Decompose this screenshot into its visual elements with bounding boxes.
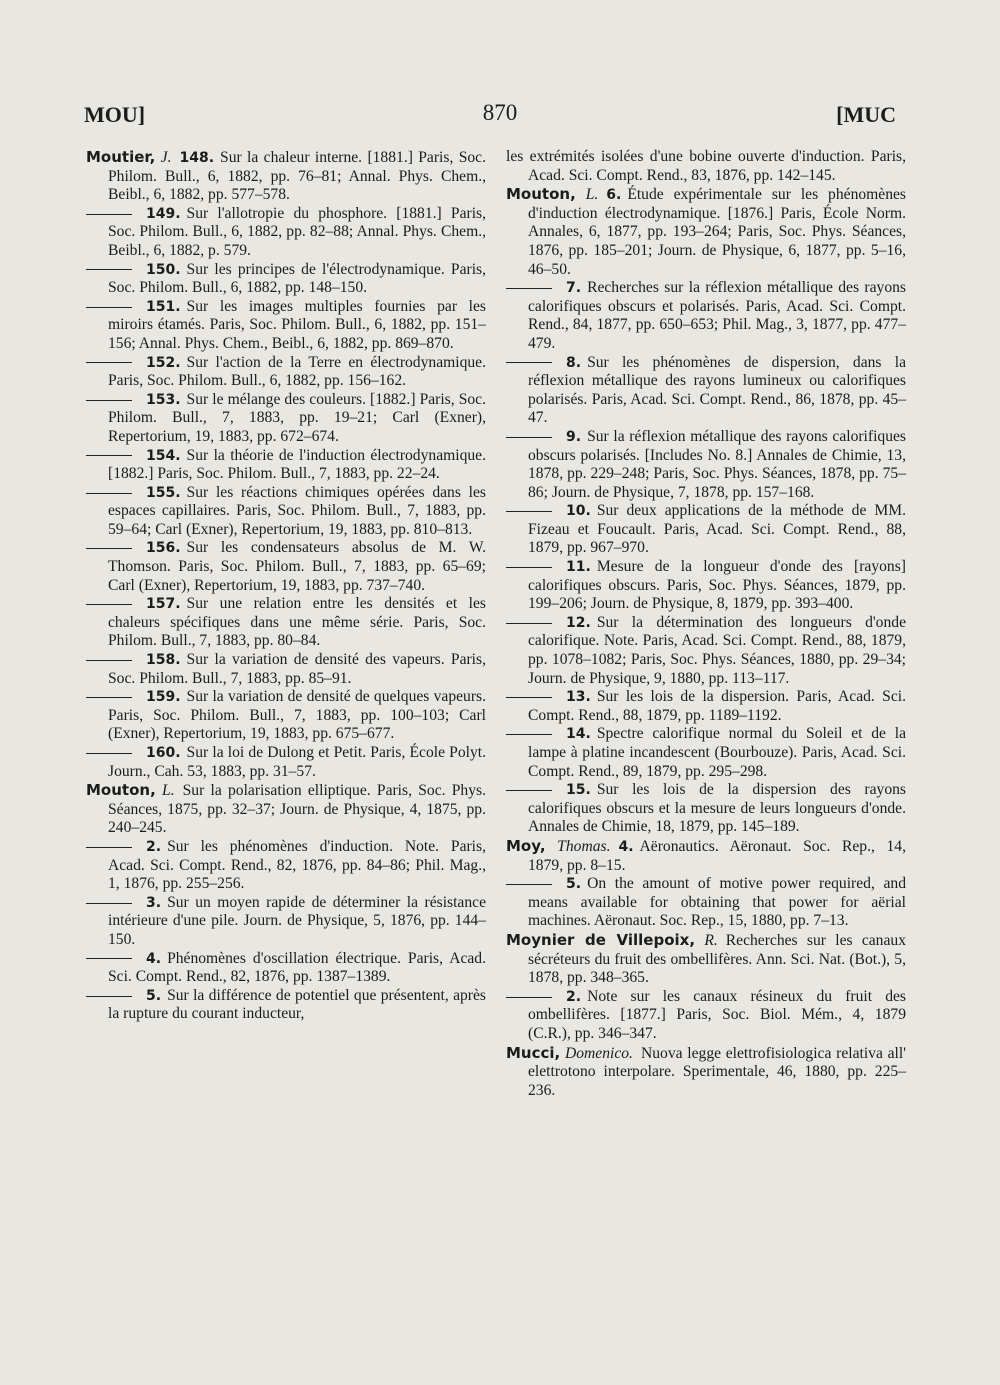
bibliography-entry bbox=[86, 148, 486, 205]
author-name: Moy, bbox=[506, 836, 546, 855]
author-heading bbox=[506, 932, 726, 949]
entry-text: Sur le mélange des couleurs. [1882.] Paris, Soc. Philom. Bull., 7, 1883, pp. 19–21; Carl (Exner), Repertorium, 19, 1883, pp. 672–674. bbox=[108, 390, 486, 445]
bibliography-entry bbox=[506, 1044, 906, 1101]
entry-number: 5. bbox=[146, 987, 162, 1004]
entry-text: Sur les lois de la dispersion des rayons calorifiques obscurs et la mesure de leurs longueurs d'onde. Annales de Chimie, 18, 1879, pp. 145–189. bbox=[528, 781, 906, 836]
bibliography-entry bbox=[86, 298, 486, 354]
author-initials: Thomas. bbox=[557, 837, 611, 855]
entry-number: 12. bbox=[566, 614, 591, 631]
author-heading bbox=[506, 1045, 641, 1062]
entry-text: Nuova legge elettrofisiologica relativa all' elettrotono interpolare. Sperimentale, 46, 1880, pp. 225–236. bbox=[528, 1044, 906, 1099]
entry-number: 154. bbox=[146, 447, 181, 464]
entry-text: Sur la loi de Dulong et Petit. Paris, École Polyt. Journ., Cah. 53, 1883, pp. 31–57. bbox=[108, 744, 486, 780]
bibliography-entry bbox=[86, 595, 486, 651]
running-head-right: [MUC bbox=[836, 102, 896, 127]
running-head-left: MOU] bbox=[84, 102, 146, 127]
entry-text: Sur les phénomènes d'induction. Note. Paris, Acad. Sci. Compt. Rend., 82, 1876, pp. 84–86; Phil. Mag., 1, 1876, pp. 255–256. bbox=[108, 837, 486, 893]
ditto-dash bbox=[86, 269, 132, 270]
bibliography-entry bbox=[506, 725, 906, 781]
ditto-dash bbox=[86, 660, 132, 661]
ditto-dash bbox=[86, 362, 132, 363]
entry-text: Sur les images multiples fournies par les miroirs étamés. Paris, Soc. Philom. Bull., 6, 1882, pp. 151–156; Annal. Phys. Chem., Beibl., 6, 1882, pp. 869–870. bbox=[108, 297, 486, 352]
ditto-dash bbox=[86, 697, 132, 698]
author-heading bbox=[506, 838, 618, 855]
author-heading bbox=[86, 782, 183, 799]
entry-text: Sur la théorie de l'induction électrodynamique. [1882.] Paris, Soc. Philom. Bull., 7, 1883, pp. 22–24. bbox=[108, 446, 486, 483]
author-name: Mucci, bbox=[506, 1043, 561, 1062]
right-column bbox=[506, 148, 906, 1100]
entry-number: 14. bbox=[566, 726, 591, 743]
bibliography-entry bbox=[506, 837, 906, 875]
ditto-dash bbox=[506, 697, 552, 698]
bibliography-entry bbox=[506, 428, 906, 502]
left-column bbox=[86, 148, 486, 1024]
entry-number: 2. bbox=[146, 838, 162, 855]
ditto-dash bbox=[506, 288, 552, 289]
bibliography-entry bbox=[86, 987, 486, 1024]
ditto-dash bbox=[86, 455, 132, 456]
bibliography-entry bbox=[506, 988, 906, 1044]
entry-text: Aëronautics. Aëronaut. Soc. Rep., 14, 1879, pp. 8–15. bbox=[528, 837, 906, 874]
bibliography-entry bbox=[506, 931, 906, 988]
entry-number: 4. bbox=[618, 838, 634, 855]
ditto-dash bbox=[506, 623, 552, 624]
author-name: Moutier, bbox=[86, 148, 156, 166]
entry-text: Note sur les canaux résineux du fruit des ombellifères. [1877.] Paris, Soc. Biol. Mém., 4, 1879 (C.R.), pp. 346–347. bbox=[528, 987, 906, 1042]
entry-text: Recherches sur la réflexion métallique des rayons calorifiques obscurs et polarisés. Paris, Acad. Sci. Compt. Rend., 84, 1877, pp. 650–653; Phil. Mag., 3, 1877, pp. 477–479. bbox=[528, 279, 906, 352]
bibliography-entry bbox=[86, 838, 486, 894]
bibliography-entry bbox=[86, 781, 486, 838]
entry-number: 156. bbox=[146, 540, 181, 557]
author-heading bbox=[86, 149, 179, 166]
entry-number: 9. bbox=[566, 428, 582, 445]
ditto-dash bbox=[506, 511, 552, 512]
author-initials: L. bbox=[162, 782, 175, 800]
entry-number: 5. bbox=[566, 876, 582, 893]
entry-text: Sur la polarisation elliptique. Paris, Soc. Phys. Séances, 1875, pp. 32–37; Journ. de Physique, 4, 1875, pp. 240–245. bbox=[108, 782, 486, 837]
ditto-dash bbox=[506, 362, 552, 363]
bibliography-entry bbox=[506, 875, 906, 931]
entry-text: Sur l'allotropie du phosphore. [1881.] Paris, Soc. Philom. Bull., 6, 1882, pp. 82–88; Annal. Phys. Chem., Beibl., 6, 1882, p. 579. bbox=[108, 204, 486, 259]
entry-text: Sur la différence de potentiel que présentent, après la rupture du courant inducteur, bbox=[108, 986, 486, 1023]
entry-text: Phénomènes d'oscillation électrique. Paris, Acad. Sci. Compt. Rend., 82, 1876, pp. 1387–1389. bbox=[108, 949, 486, 986]
entry-number: 6. bbox=[606, 187, 622, 204]
page-number: 870 bbox=[482, 100, 518, 125]
entry-number: 10. bbox=[566, 503, 591, 520]
ditto-dash bbox=[506, 997, 552, 998]
entry-number: 157. bbox=[146, 596, 181, 613]
entry-number: 13. bbox=[566, 689, 591, 706]
entry-text: On the amount of motive power required, and means available for obtaining that power for aërial machines. Aëronaut. Soc. Rep., 15, 1880, pp. 7–13. bbox=[528, 875, 906, 930]
ditto-dash bbox=[506, 567, 552, 568]
entry-text: Sur la variation de densité de quelques vapeurs. Paris, Soc. Philom. Bull., 7, 1883, pp. 100–103; Carl (Exner), Repertorium, 19, 1883, pp. 675–677. bbox=[108, 688, 486, 743]
bibliography-entry bbox=[506, 148, 906, 185]
author-name: Mouton, bbox=[86, 781, 156, 800]
author-initials: R. bbox=[704, 931, 718, 949]
bibliography-entry bbox=[86, 205, 486, 261]
ditto-dash bbox=[506, 437, 552, 438]
entry-text: Sur une relation entre les densités et les chaleurs spécifiques dans une même série. Paris, Soc. Philom. Bull., 7, 1883, pp. 80–84. bbox=[108, 595, 486, 650]
entry-number: 3. bbox=[146, 894, 162, 911]
bibliography-entry bbox=[86, 261, 486, 298]
author-name: Moynier de Villepoix, bbox=[506, 930, 696, 949]
entry-number: 2. bbox=[566, 988, 582, 1005]
entry-number: 155. bbox=[146, 484, 181, 501]
ditto-dash bbox=[86, 307, 132, 308]
bibliography-entry bbox=[86, 539, 486, 595]
ditto-dash bbox=[86, 996, 132, 997]
ditto-dash bbox=[86, 548, 132, 549]
bibliography-entry bbox=[506, 688, 906, 725]
entry-number: 152. bbox=[146, 354, 181, 371]
ditto-dash bbox=[86, 903, 132, 904]
bibliography-entry bbox=[506, 354, 906, 428]
bibliography-entry bbox=[86, 950, 486, 987]
entry-text: Sur deux applications de la méthode de MM. Fizeau et Foucault. Paris, Acad. Sci. Compt. Rend., 88, 1879, pp. 967–970. bbox=[528, 502, 906, 557]
entry-number: 150. bbox=[146, 261, 181, 278]
entry-text: Spectre calorifique normal du Soleil et de la lampe à platine incandescent (Bourbouze). Paris, Acad. Sci. Compt. Rend., 89, 1879, pp. 295–298. bbox=[528, 725, 906, 780]
ditto-dash bbox=[86, 604, 132, 605]
bibliography-entry bbox=[86, 651, 486, 688]
entry-text: Étude expérimentale sur les phénomènes d'induction électrodynamique. [1876.] Paris, École Norm. Annales, 6, 1877, pp. 193–264; Paris, Soc. Phys. Séances, 1876, pp. 185–201; Journ. de Physique, 6, 1877, pp. 5–16, 46–50. bbox=[528, 186, 906, 278]
bibliography-entry bbox=[86, 484, 486, 540]
entry-text: Sur l'action de la Terre en électrodynamique. Paris, Soc. Philom. Bull., 6, 1882, pp. 156–162. bbox=[108, 353, 486, 390]
bibliography-entry bbox=[506, 502, 906, 558]
author-initials: Domenico. bbox=[564, 1044, 633, 1062]
author-heading bbox=[506, 186, 606, 203]
bibliography-entry bbox=[506, 185, 906, 279]
entry-number: 15. bbox=[566, 782, 591, 799]
entry-text: Sur les réactions chimiques opérées dans les espaces capillaires. Paris, Soc. Philom. Bull., 7, 1883, pp. 59–64; Carl (Exner), Repertorium, 19, 1883, pp. 810–813. bbox=[108, 483, 486, 538]
ditto-dash bbox=[86, 400, 132, 401]
author-name: Mouton, bbox=[506, 185, 576, 204]
entry-text: Sur les lois de la dispersion. Paris, Acad. Sci. Compt. Rend., 88, 1879, pp. 1189–1192. bbox=[528, 688, 906, 724]
bibliography-entry bbox=[506, 558, 906, 614]
author-initials: J. bbox=[160, 149, 172, 166]
entry-number: 153. bbox=[146, 391, 181, 408]
entry-number: 7. bbox=[566, 280, 582, 297]
entry-number: 158. bbox=[146, 652, 181, 669]
bibliography-entry bbox=[86, 391, 486, 447]
entry-number: 8. bbox=[566, 354, 582, 371]
ditto-dash bbox=[86, 753, 132, 754]
bibliography-entry bbox=[506, 614, 906, 688]
entry-number: 148. bbox=[179, 150, 215, 166]
bibliography-entry bbox=[86, 447, 486, 484]
ditto-dash bbox=[506, 884, 552, 885]
author-initials: L. bbox=[585, 186, 599, 204]
entry-text: Sur les phénomènes de dispersion, dans la réflexion métallique des rayons lumineux ou calorifiques polarisés. Paris, Acad. Sci. Compt. Rend., 86, 1878, pp. 45–47. bbox=[528, 353, 906, 427]
bibliography-entry bbox=[86, 688, 486, 744]
entry-text: Recherches sur les canaux sécréteurs du fruit des ombellifères. Ann. Sci. Nat. (Bot.), 5, 1878, pp. 348–365. bbox=[528, 931, 906, 987]
entry-text: Sur la chaleur interne. [1881.] Paris, Soc. Philom. Bull., 6, 1882, pp. 76–81; Annal. Phys. Chem., Beibl., 6, 1882, pp. 577–578. bbox=[108, 149, 486, 204]
entry-text: Sur la variation de densité des vapeurs. Paris, Soc. Philom. Bull., 7, 1883, pp. 85–91. bbox=[108, 651, 486, 687]
bibliography-entry bbox=[506, 279, 906, 353]
bibliography-entry bbox=[506, 781, 906, 837]
entry-text: Sur la réflexion métallique des rayons calorifiques obscurs polarisés. [Includes No. 8.] Annales de Chimie, 13, 1878, pp. 229–248; Paris, Soc. Phys. Séances, 1878, pp. 75–86; Journ. de Physique, 7, 1878, pp. 157–168. bbox=[528, 427, 906, 501]
entry-number: 149. bbox=[146, 205, 181, 222]
entry-number: 4. bbox=[146, 950, 162, 967]
entry-text: Sur les principes de l'électrodynamique. Paris, Soc. Philom. Bull., 6, 1882, pp. 148–150. bbox=[108, 260, 486, 297]
bibliography-entry bbox=[86, 894, 486, 950]
entry-text: les extrémités isolées d'une bobine ouverte d'induction. Paris, Acad. Sci. Compt. Rend., 83, 1876, pp. 142–145. bbox=[506, 148, 906, 184]
entry-text: Mesure de la longueur d'onde des [rayons] calorifiques obscurs. Paris, Soc. Phys. Séances, 1879, pp. 199–206; Journ. de Physique, 8, 1879, pp. 393–400. bbox=[528, 558, 906, 613]
ditto-dash bbox=[86, 958, 132, 959]
ditto-dash bbox=[86, 493, 132, 494]
entry-number: 151. bbox=[146, 298, 181, 315]
ditto-dash bbox=[506, 790, 552, 791]
entry-text: Sur la détermination des longueurs d'onde calorifique. Note. Paris, Acad. Sci. Compt. Rend., 88, 1879, pp. 1078–1082; Paris, Soc. Phys. Séances, 1880, pp. 29–34; Journ. de Physique, 9, 1880, pp. 113–117. bbox=[528, 613, 906, 687]
ditto-dash bbox=[506, 734, 552, 735]
entry-text: Sur les condensateurs absolus de M. W. Thomson. Paris, Soc. Philom. Bull., 7, 1883, pp. 65–69; Carl (Exner), Repertorium, 19, 1883, pp. 737–740. bbox=[108, 539, 486, 594]
ditto-dash bbox=[86, 214, 132, 215]
bibliography-entry bbox=[86, 744, 486, 781]
entry-number: 11. bbox=[566, 559, 591, 576]
entry-number: 159. bbox=[146, 689, 181, 706]
entry-number: 160. bbox=[146, 745, 181, 761]
bibliography-entry bbox=[86, 354, 486, 391]
entry-text: Sur un moyen rapide de déterminer la résistance intérieure d'une pile. Journ. de Physique, 5, 1876, pp. 144–150. bbox=[108, 893, 486, 948]
ditto-dash bbox=[86, 847, 132, 848]
